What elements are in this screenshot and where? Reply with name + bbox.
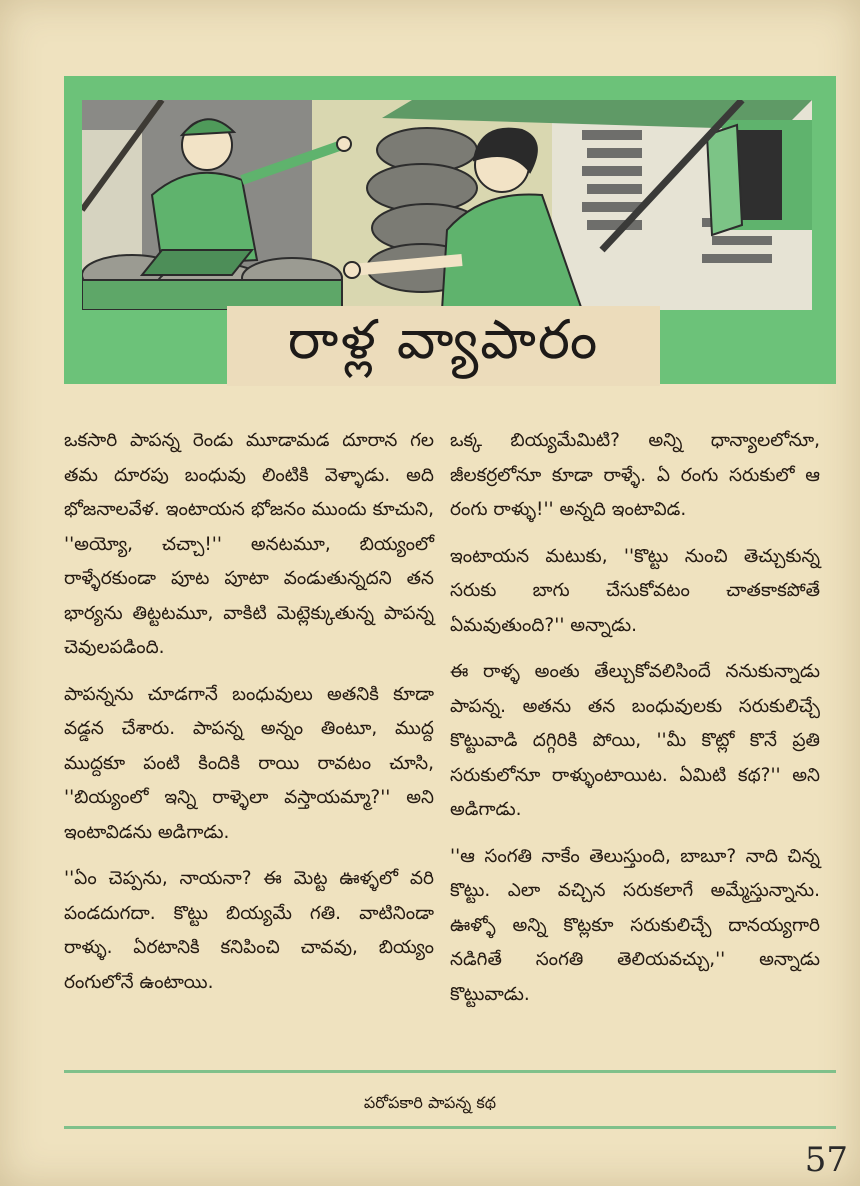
paragraph: ఒకసారి పాపన్న రెండు మూడామడ దూరాన గల తమ దూరపు బంధువు లింటికి వెళ్ళాడు. అది భోజనాలవేళ. ఇంటాయన భోజనం ముందు కూచుని, ''అయ్యో, చచ్చా!'' అనటమూ, బియ్యంలో రాళ్ళేరకుండా పూట పూటా వండుతున్నదని తన భార్యను తిట్టటమూ, వాకిటి మెట్లెక్కుతున్న పాపన్న చెవులపడింది. [64, 430, 434, 658]
running-footer: పరోపకారి పాపన్న కథ [363, 1093, 497, 1112]
story-title: రాళ్ల వ్యాపారం [287, 307, 600, 371]
footer-rule-bottom [64, 1126, 836, 1129]
right-column [450, 424, 820, 1024]
paragraph: ''ఆ సంగతి నాకేం తెలుస్తుంది, బాబూ? నాది చిన్న కొట్టు. ఎలా వచ్చిన సరుకలాగే అమ్మేస్తున్నాను. ఊళ్ళో అన్ని కొట్లకూ సరుకులిచ్చే దానయ్యగారి నడిగితే సంగతి తెలియవచ్చు,'' అన్నాడు కొట్టువాడు. [450, 845, 820, 1005]
title-box [227, 306, 660, 386]
shop-illustration [82, 100, 812, 310]
paragraph: ఇంటాయన మటుకు, ''కొట్టు నుంచి తెచ్చుకున్న సరుకు బాగు చేసుకోవటం చాతకాకపోతే ఏమవుతుంది?'' అన్నాడు. [450, 545, 820, 636]
paragraph: ఈ రాళ్ళ అంతు తేల్చుకోవలిసిందే ననుకున్నాడు పాపన్న. అతను తన బంధువులకు సరుకులిచ్చే కొట్టువాడి దగ్గిరికి పోయి, ''మీ కొట్లో కొనే ప్రతి సరుకులోనూ రాళ్ళుంటాయిట. ఏమిటి కథ?'' అని అడిగాడు. [450, 661, 820, 820]
footer-rule-top [64, 1070, 836, 1073]
paragraph: పాపన్నను చూడగానే బంధువులు అతనికి కూడా వడ్డన చేశారు. పాపన్న అన్నం తింటూ, ముద్ద ముద్దకూ పంటి కిందికి రాయి రావటం చూసి, ''బియ్యంలో ఇన్ని రాళ్ళెలా వస్తాయమ్మా?'' అని ఇంటావిడను అడిగాడు. [64, 683, 434, 843]
left-column [64, 424, 434, 1012]
paragraph: ''ఏం చెప్పను, నాయనా? ఈ మెట్ట ఊళ్ళలో వరి పండదుగదా. కొట్టు బియ్యమే గతి. వాటినిండా రాళ్ళు. ఏరటానికి కనిపించి చావవు, బియ్యం రంగులోనే ఉంటాయి. [64, 868, 434, 993]
page-number: 57 [804, 1140, 848, 1180]
paragraph: ఒక్క బియ్యమేమిటి? అన్ని ధాన్యాలలోనూ, జీలకర్రలోనూ కూడా రాళ్ళే. ఏ రంగు సరుకులో ఆ రంగు రాళ్ళు!'' అన్నది ఇంటావిడ. [450, 430, 820, 520]
